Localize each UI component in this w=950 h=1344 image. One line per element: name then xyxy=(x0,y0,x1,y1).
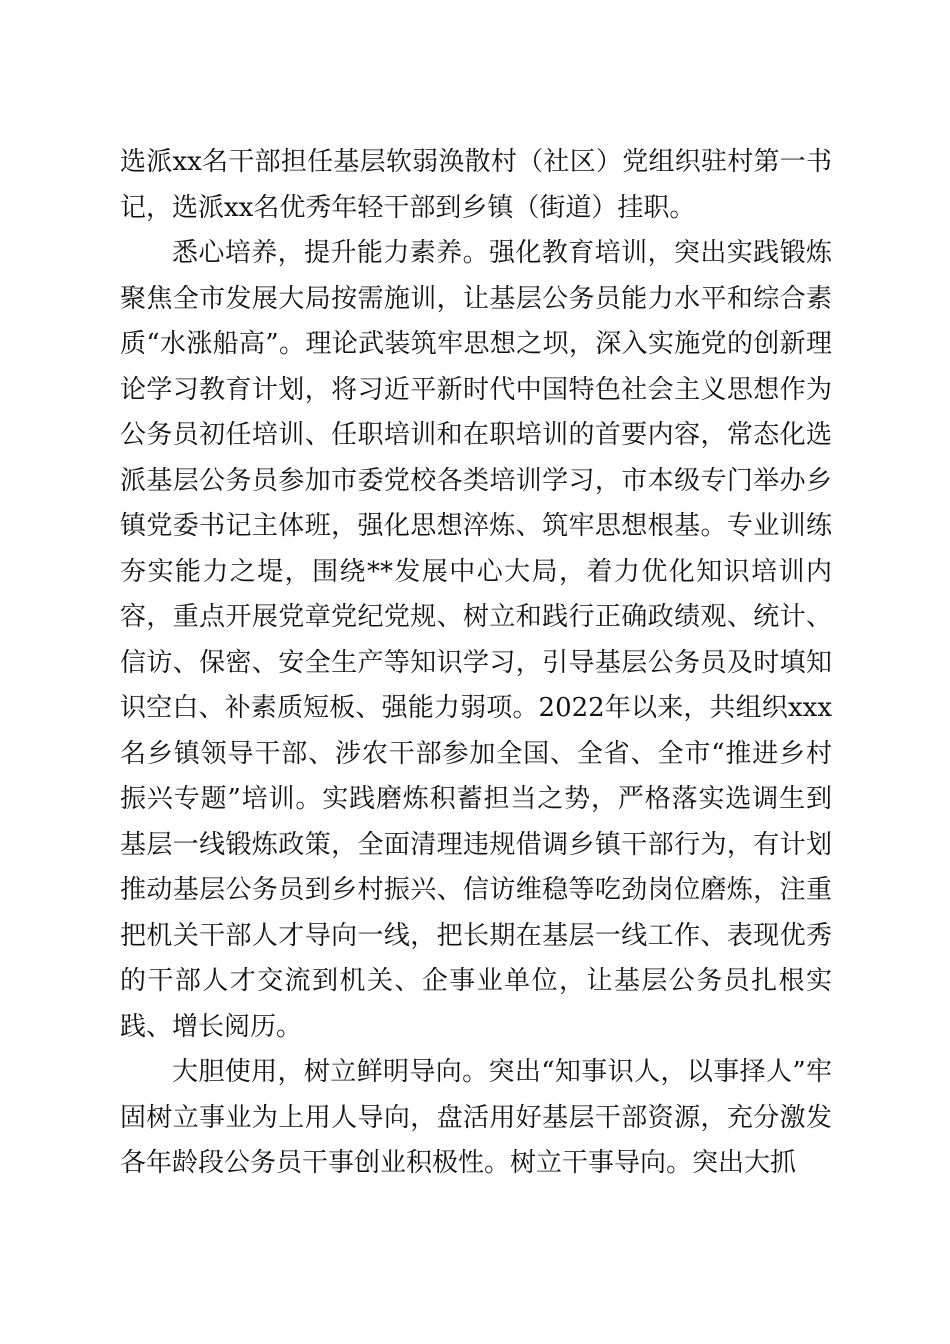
paragraph-1: 选派xx名干部担任基层软弱涣散村（社区）党组织驻村第一书记，选派xx名优秀年轻干部到乡镇（街道）挂职。 xyxy=(120,147,832,223)
paragraph-3: 大胆使用，树立鲜明导向。突出“知事识人，以事择人”牢固树立事业为上用人导向，盘活用好基层干部资源，充分激发各年龄段公务员干事创业积极性。树立干事导向。突出大抓 xyxy=(120,1057,832,1178)
document-body xyxy=(120,140,832,1187)
paragraph-2: 悉心培养，提升能力素养。强化教育培训，突出实践锻炼聚焦全市发展大局按需施训，让基层公务员能力水平和综合素质“水涨船高”。理论武装筑牢思想之坝，深入实施党的创新理论学习教育计划，将习近平新时代中国特色社会主义思想作为公务员初任培训、任职培训和在职培训的首要内容，常态化选派基层公务员参加市委党校各类培训学习，市本级专门举办乡镇党委书记主体班，强化思想淬炼、筑牢思想根基。专业训练夯实能力之堤，围绕**发展中心大局，着力优化知识培训内容，重点开展党章党纪党规、树立和践行正确政绩观、统计、信访、保密、安全生产等知识学习，引导基层公务员及时填知识空白、补素质短板、强能力弱项。2022年以来，共组织xxx名乡镇领导干部、涉农干部参加全国、全省、全市“推进乡村振兴专题”培训。实践磨炼积蓄担当之势，严格落实选调生到基层一线锻炼政策，全面清理违规借调乡镇干部行为，有计划推动基层公务员到乡村振兴、信访维稳等吃劲岗位磨炼，注重把机关干部人才导向一线，把长期在基层一线工作、表现优秀的干部人才交流到机关、企事业单位，让基层公务员扎根实践、增长阅历。 xyxy=(120,238,832,1042)
